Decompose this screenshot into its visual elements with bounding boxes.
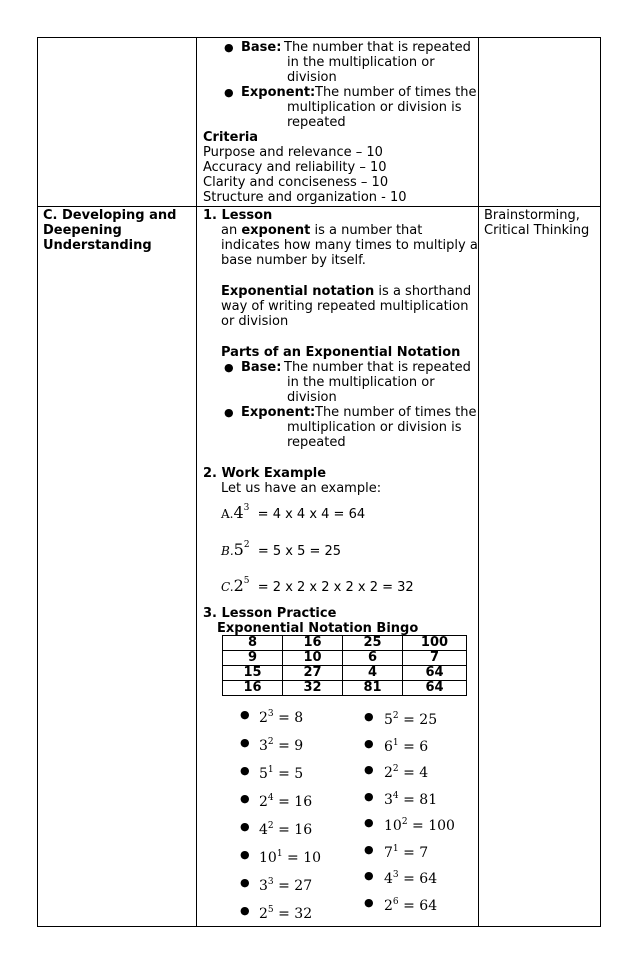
bingo-cell: 32 [283, 681, 343, 696]
bingo-cell: 15 [223, 666, 283, 681]
list-item: $3^2 = 9$ [259, 737, 304, 754]
lesson-plan-table [37, 37, 601, 927]
bullet-icon: ● [364, 710, 374, 723]
bullet-icon: ● [224, 406, 234, 419]
bullet-icon: ● [364, 763, 374, 776]
bingo-title: Exponential Notation Bingo [217, 621, 419, 636]
bingo-cell: 27 [283, 666, 343, 681]
bullet-icon: ● [224, 361, 234, 374]
work-example-heading: 2. Work Example [203, 466, 327, 481]
exponent-text-line: The number of times the [315, 405, 477, 420]
list-item: $7^1 = 7$ [384, 843, 429, 861]
base-label: Base: [241, 40, 282, 55]
bullet-icon: ● [240, 876, 250, 889]
exponent-text-line: multiplication or division is [287, 100, 462, 115]
bullet-icon: ● [224, 41, 234, 54]
table-row [223, 681, 467, 696]
skills-line: Brainstorming, [484, 208, 580, 223]
bullet-icon: ● [240, 736, 250, 749]
exponent-label: Exponent: [241, 85, 316, 100]
bullet-icon: ● [364, 869, 374, 882]
bullet-icon: ● [364, 816, 374, 829]
list-item: $2^4 = 16$ [259, 793, 313, 810]
criteria-title: Criteria [203, 130, 259, 145]
column-divider-2 [478, 38, 479, 926]
bingo-cell: 6 [343, 651, 403, 666]
bullet-icon: ● [240, 904, 250, 917]
exponent-text-line: multiplication or division is [287, 420, 462, 435]
exponent-text-line: repeated [287, 435, 346, 450]
work-example-b: $B.5^2 = 5$ x 5 = 25 [221, 540, 342, 559]
criteria-item: Purpose and relevance – 10 [203, 145, 383, 160]
bingo-cell: 8 [223, 636, 283, 651]
list-item: $2^3 = 8$ [259, 709, 304, 726]
notation-definition: Exponential notation is a shorthand [221, 284, 472, 299]
exponent-definition-line: base number by itself. [221, 253, 366, 268]
bingo-cell: 100 [403, 636, 467, 651]
bullet-icon: ● [364, 895, 374, 909]
table-row [223, 651, 467, 666]
row-divider [38, 206, 600, 207]
exponent-text-line: repeated [287, 115, 346, 130]
bingo-card [222, 635, 467, 696]
base-text-line: division [287, 390, 337, 405]
base-text-line: The number that is repeated [284, 360, 471, 375]
lesson-practice-heading: 3. Lesson Practice [203, 606, 337, 621]
criteria-item: Structure and organization - 10 [203, 190, 407, 205]
parts-title: Parts of an Exponential Notation [221, 345, 461, 360]
lesson-heading: 1. Lesson [203, 208, 273, 223]
list-item: $5^1 = 5$ [259, 765, 304, 782]
notation-definition-line: or division [221, 314, 289, 329]
bullet-icon: ● [364, 736, 374, 750]
bingo-cell: 10 [283, 651, 343, 666]
bullet-icon: ● [240, 708, 250, 721]
work-example-intro: Let us have an example: [221, 481, 382, 496]
list-item: $2^6 = 64$ [384, 896, 438, 914]
bingo-cell: 25 [343, 636, 403, 651]
list-item: $4^2 = 16$ [259, 821, 313, 838]
exponent-definition: an exponent is a number that [221, 223, 423, 238]
base-text-line: The number that is repeated [284, 40, 471, 55]
section-title-line: Understanding [43, 238, 152, 253]
bullet-icon: ● [240, 792, 250, 805]
bingo-cell: 64 [403, 681, 467, 696]
bullet-icon: ● [364, 789, 374, 803]
bullet-icon: ● [364, 842, 374, 856]
section-title-line: C. Developing and [43, 208, 177, 223]
list-item: $4^3 = 64$ [384, 870, 438, 887]
exponent-label: Exponent: [241, 405, 316, 420]
work-example-a: $A.4^3 = 4$ x 4 x 4 = 64 [221, 503, 366, 522]
column-divider-1 [196, 38, 197, 926]
bullet-icon: ● [224, 86, 234, 99]
table-row [223, 636, 467, 651]
section-title-line: Deepening [43, 223, 122, 238]
base-label: Base: [241, 360, 282, 375]
list-item: $2^2 = 4$ [384, 764, 429, 781]
table-row [223, 666, 467, 681]
exponent-definition-line: indicates how many times to multiply a [221, 238, 478, 253]
work-example-c: $C.2^5 = 2$ x 2 x 2 x 2 x 2 = 32 [221, 576, 414, 595]
list-item: $10^1 = 10$ [259, 849, 322, 866]
bingo-cell: 9 [223, 651, 283, 666]
list-item: $10^2 = 100$ [384, 817, 455, 834]
bullet-icon: ● [240, 848, 250, 861]
criteria-item: Clarity and conciseness – 10 [203, 175, 389, 190]
skills-line: Critical Thinking [484, 223, 590, 238]
list-item: $2^5 = 32$ [259, 905, 313, 922]
base-text-line: division [287, 70, 337, 85]
bingo-cell: 64 [403, 666, 467, 681]
bullet-icon: ● [240, 820, 250, 833]
list-item: $6^1 = 6$ [384, 737, 429, 755]
base-text-line: in the multiplication or [287, 375, 435, 390]
bingo-cell: 81 [343, 681, 403, 696]
criteria-item: Accuracy and reliability – 10 [203, 160, 387, 175]
list-item: $5^2 = 25$ [384, 711, 438, 728]
list-item: $3^3 = 27$ [259, 877, 313, 894]
bingo-cell: 4 [343, 666, 403, 681]
notation-definition-line: way of writing repeated multiplication [221, 299, 469, 314]
list-item: $3^4 = 81$ [384, 790, 438, 808]
bingo-cell: 7 [403, 651, 467, 666]
base-text-line: in the multiplication or [287, 55, 435, 70]
exponent-text-line: The number of times the [315, 85, 477, 100]
bingo-cell: 16 [223, 681, 283, 696]
bullet-icon: ● [240, 764, 250, 777]
bingo-cell: 16 [283, 636, 343, 651]
